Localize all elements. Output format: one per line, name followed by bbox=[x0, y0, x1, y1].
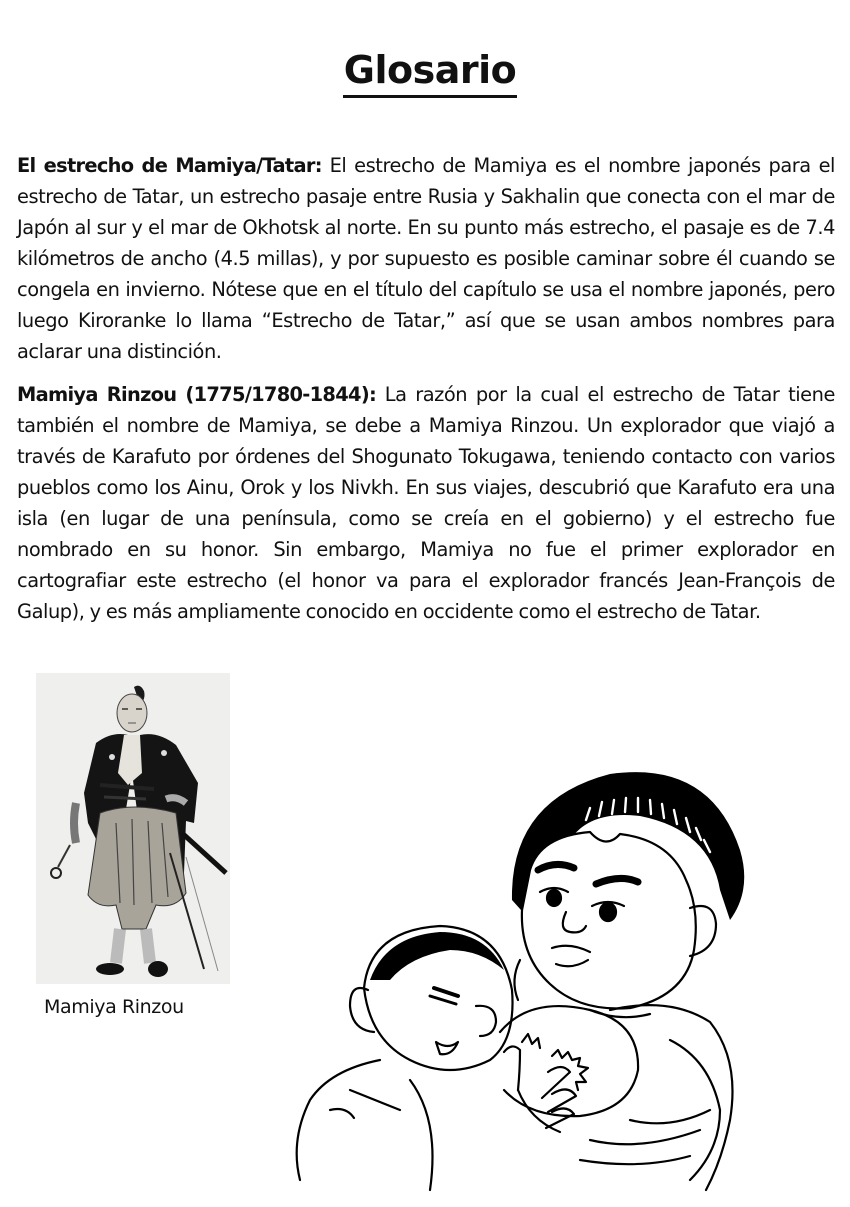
glossary-term: Mamiya Rinzou (1775/1780-1844): bbox=[17, 383, 377, 406]
glossary-term: El estrecho de Mamiya/Tatar: bbox=[17, 154, 322, 177]
page-title bbox=[0, 44, 850, 98]
glossary-entry-mamiya-rinzou bbox=[17, 379, 835, 627]
manga-children-line-art bbox=[290, 760, 770, 1200]
samurai-portrait-illustration bbox=[36, 673, 230, 984]
glossary-definition: La razón por la cual el estrecho de Tatar tiene también el nombre de Mamiya, se debe a Mamiya Rinzou. Un explorador que viajó a través de Karafuto por órdenes del Shogunato Tokugawa, teniendo contacto con varios pueblos como los Ainu, Orok y los Nivkh. En sus viajes, descubrió que Karafuto era una isla (en lugar de una península, como se creía en el gobierno) y el estrecho fue nombrado en su honor. Sin embargo, Mamiya no fue el primer explorador en cartografiar este estrecho (el honor va para el explorador francés Jean-François de Galup), y es más ampliamente conocido en occidente como el estrecho de Tatar. bbox=[17, 383, 835, 623]
manga-illustration bbox=[290, 760, 770, 1200]
glossary-entry-mamiya-strait bbox=[17, 150, 835, 367]
portrait-image bbox=[36, 673, 230, 984]
page-title-text: Glosario bbox=[343, 48, 517, 98]
glossary-definition: El estrecho de Mamiya es el nombre japonés para el estrecho de Tatar, un estrecho pasaje entre Rusia y Sakhalin que conecta con el mar de Japón al sur y el mar de Okhotsk al norte. En su punto más estrecho, el pasaje es de 7.4 kilómetros de ancho (4.5 millas), y por supuesto es posible caminar sobre él cuando se congela en invierno. Nótese que en el título del capítulo se usa el nombre japonés, pero luego Kiroranke lo llama “Estrecho de Tatar,” así que se usan ambos nombres para aclarar una distinción. bbox=[17, 154, 835, 363]
portrait-caption: Mamiya Rinzou bbox=[44, 996, 184, 1018]
